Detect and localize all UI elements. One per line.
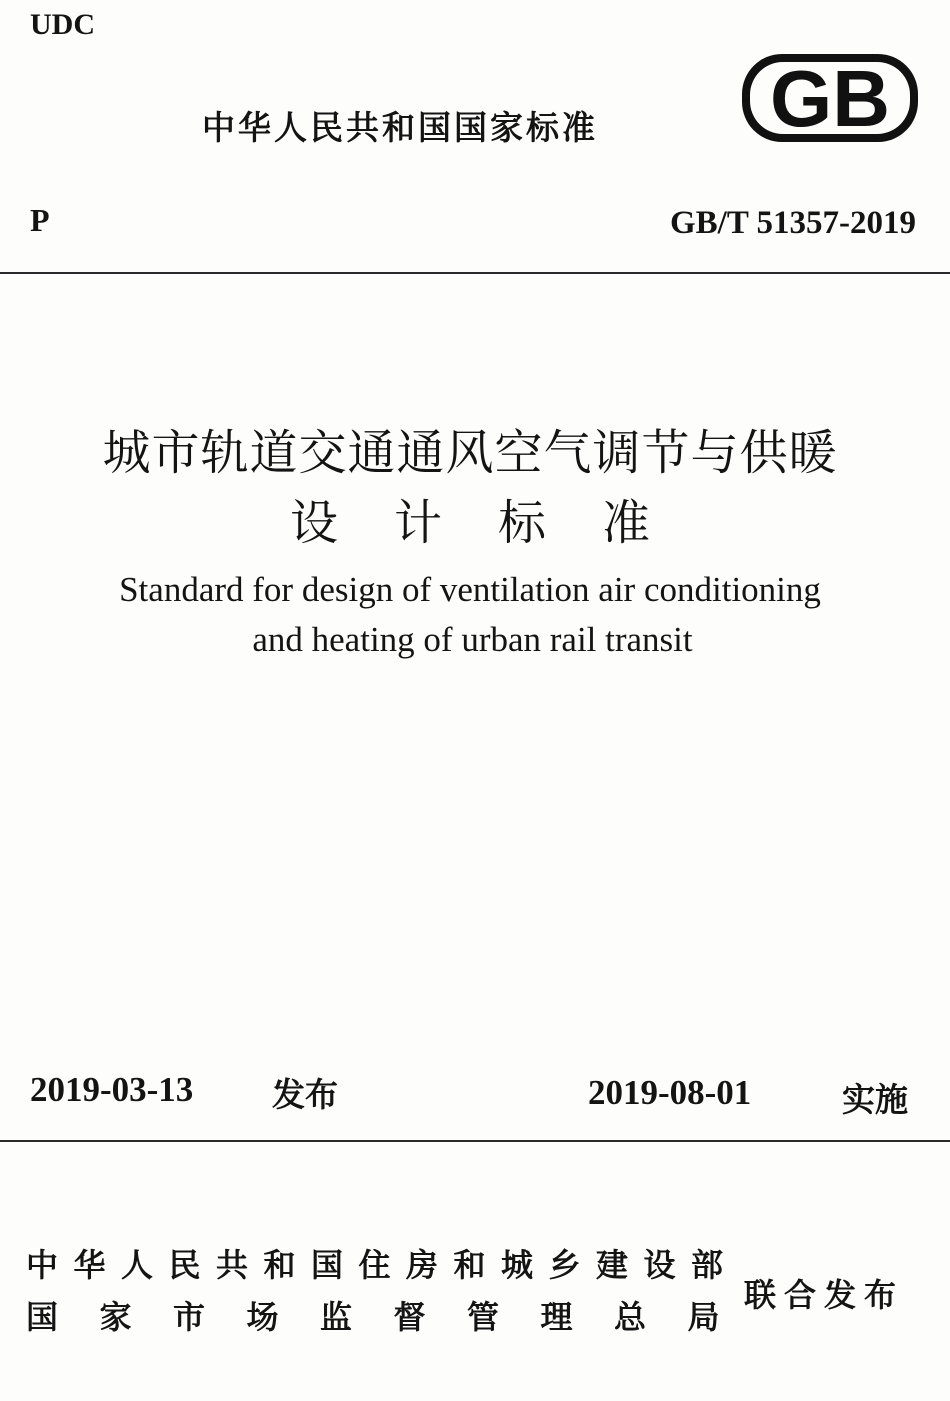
bottom-divider — [0, 1140, 950, 1142]
standard-number: GB/T 51357-2019 — [669, 205, 916, 241]
implementation-date: 2019-08-01 — [588, 1073, 752, 1112]
gb-logo-text: GB — [770, 54, 890, 143]
national-standard-label: 中华人民共和国国家标准 — [202, 108, 598, 147]
title-cn-line2: 设计标准 — [289, 495, 706, 551]
top-divider — [0, 272, 950, 274]
title-cn-line1: 城市轨道交通通风空气调节与供暖 — [102, 425, 838, 481]
gb-logo — [740, 52, 920, 144]
title-en-line1: Standard for design of ventilation air conditioning — [119, 570, 821, 609]
issuer-line2: 国家市场监督管理总局 — [26, 1298, 762, 1336]
classification-code: P — [30, 202, 50, 238]
joint-issue-label: 联合发布 — [744, 1276, 905, 1314]
issue-date: 2019-03-13 — [30, 1070, 194, 1109]
issuer-line1: 中华人民共和国住房和城乡建设部 — [26, 1246, 739, 1284]
implementation-label: 实施 — [842, 1080, 908, 1119]
issue-label: 发布 — [272, 1075, 338, 1114]
title-en-line2: and heating of urban rail transit — [252, 620, 693, 659]
udc-label: UDC — [30, 8, 95, 41]
